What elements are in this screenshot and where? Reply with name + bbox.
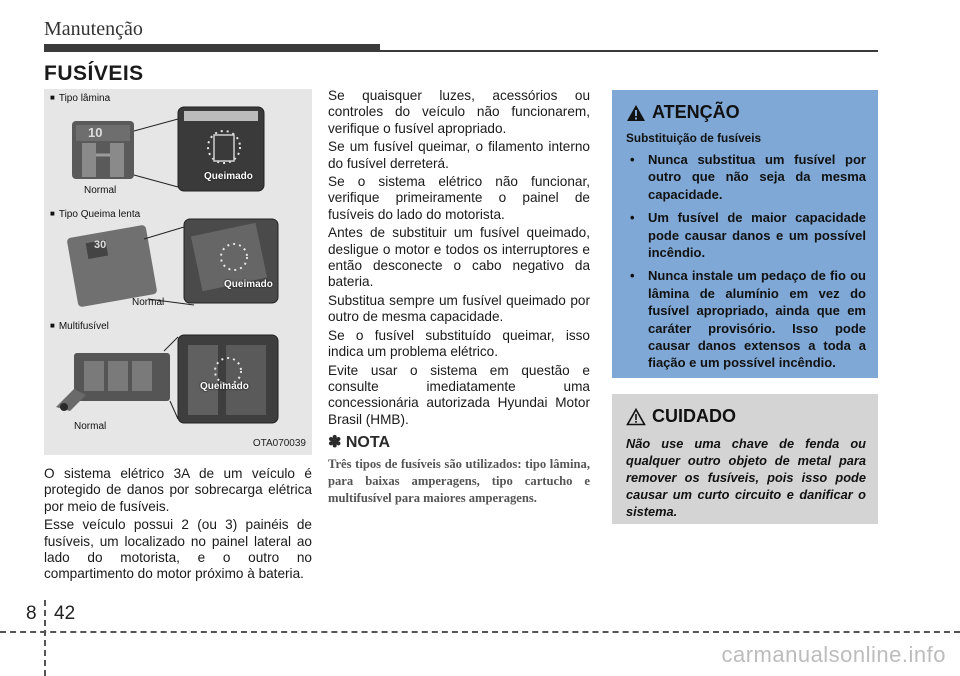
caution-triangle-icon (626, 408, 646, 426)
watermark: carmanualsonline.info (721, 642, 946, 667)
section-title: FUSÍVEIS (44, 62, 144, 85)
list-item: • Nunca substitua um fusível por outro que não seja da mesma capacidade. (626, 151, 866, 203)
footer-rule (0, 631, 960, 633)
warning-title: ATENÇÃO (652, 102, 740, 122)
paragraph: Evite usar o sistema em questão e consulte imediatamente uma concessionária autorizada Hyundai Motor Brasil (HMB). (328, 362, 590, 427)
fuse-type-label-slow: ■ Tipo Queima lenta (50, 209, 140, 220)
slow-normal-caption: Normal (132, 297, 165, 308)
paragraph: Antes de substituir um fusível queimado, desligue o motor e todos os interruptores e então desconecte o cabo negativo da bateria. (328, 225, 590, 290)
page-number: 42 (54, 603, 76, 624)
paragraph: Se o fusível substituído queimar, isso indica um problema elétrico. (328, 327, 590, 360)
paragraph: Se quaisquer luzes, acessórios ou controles do veículo não funcionarem, verifique o fusível apropriado. (328, 88, 590, 136)
caution-title: CUIDADO (652, 406, 736, 426)
paragraph: Se o sistema elétrico não funcionar, verifique primeiramente o painel de fusíveis do lado do motorista. (328, 174, 590, 222)
blade-burnt-caption: Queimado (204, 171, 253, 182)
note-body: Três tipos de fusíveis são utilizados: tipo lâmina, para baixas amperagens, tipo cartucho e multifusível para maiores amperagens. (328, 457, 590, 505)
multifuse-illustration (56, 335, 278, 423)
fuse-figure (44, 89, 312, 455)
blade-normal-caption: Normal (84, 185, 117, 196)
fuse-illustrations (44, 89, 312, 455)
list-item: • Um fusível de maior capacidade pode causar danos e um possível incêndio. (626, 209, 866, 261)
caution-header (626, 406, 866, 427)
paragraph: O sistema elétrico 3A de um veículo é protegido de danos por sobrecarga elétrica por meio de fusíveis. (44, 466, 312, 514)
paragraph: Esse veículo possui 2 (ou 3) painéis de fusíveis, um localizado no painel lateral ao lado do motorista, e o outro no compartimento do motor próximo à bateria. (44, 517, 312, 582)
warning-list (626, 151, 866, 372)
instructions-text (328, 88, 590, 430)
note-title: ✽ NOTA (328, 434, 390, 451)
blade-fuse-number: 10 (88, 125, 103, 140)
header-title: Manutenção (44, 18, 143, 40)
slow-fuse-illustration (67, 219, 278, 307)
intro-text (44, 466, 312, 585)
caution-body: Não use uma chave de fenda ou qualquer outro objeto de metal para remover os fusíveis, pois isso pode causar um curto circuito e danificar o sistema. (626, 436, 866, 519)
paragraph: Se um fusível queimar, o filamento interno do fusível derreterá. (328, 139, 590, 171)
warning-header (626, 102, 866, 123)
header-bar (44, 44, 380, 52)
chapter-number: 8 (26, 603, 37, 624)
slow-burnt-caption: Queimado (224, 279, 273, 290)
warning-triangle-icon (626, 104, 646, 122)
warning-box (612, 90, 878, 378)
fuse-type-label-blade: ■ Tipo lâmina (50, 93, 110, 104)
figure-code: OTA070039 (252, 438, 306, 449)
slow-fuse-number: 30 (94, 239, 107, 251)
fuse-type-label-multi: ■ Multifusível (50, 321, 109, 332)
list-item: • Nunca instale um pedaço de fio ou lâmina de alumínio em vez do fusível apropriado, ainda que em caráter provisório. Isso pode causar danos extensos a toda a fiação e um possível incêndio. (626, 267, 866, 371)
paragraph: Substitua sempre um fusível queimado por outro de mesma capacidade. (328, 292, 590, 325)
footer-divider (44, 600, 46, 676)
caution-box (612, 394, 878, 524)
header-rule (380, 50, 878, 52)
warning-subtitle: Substituição de fusíveis (626, 131, 762, 145)
multi-normal-caption: Normal (74, 421, 107, 432)
multi-burnt-caption: Queimado (200, 381, 249, 392)
